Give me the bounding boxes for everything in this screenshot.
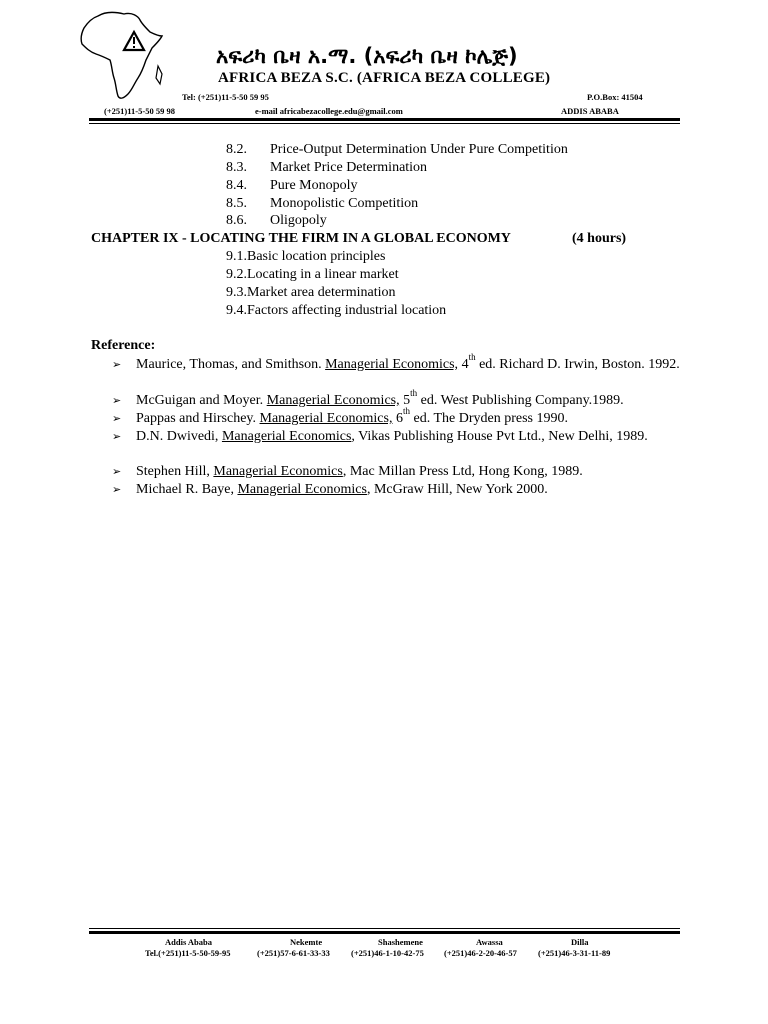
book-title: Managerial Economics, bbox=[266, 393, 400, 408]
city: ADDIS ABABA bbox=[561, 106, 619, 116]
reference-heading: Reference: bbox=[91, 338, 156, 353]
arrow-bullet-icon: ➢ bbox=[112, 465, 122, 478]
book-title: Managerial Economics, bbox=[325, 357, 459, 372]
email: e-mail africabezacollege.edu@gmail.com bbox=[255, 106, 403, 116]
footer-city: Awassa bbox=[476, 937, 503, 947]
header-rule-thick bbox=[89, 118, 680, 121]
subsection-item: 9.3.Market area determination bbox=[226, 285, 396, 300]
amharic-title: አፍሪካ ቤዛ አ.ማ. (አፍሪካ ቤዛ ኮሌጅ) bbox=[216, 44, 518, 68]
arrow-bullet-icon: ➢ bbox=[112, 394, 122, 407]
subsection-item: 9.2.Locating in a linear market bbox=[226, 267, 399, 282]
outline-num: 8.4. bbox=[226, 178, 247, 193]
footer-tel: (+251)46-2-20-46-57 bbox=[444, 948, 517, 958]
arrow-bullet-icon: ➢ bbox=[112, 412, 122, 425]
outline-text: Market Price Determination bbox=[270, 160, 428, 175]
footer-city: Dilla bbox=[571, 937, 589, 947]
footer-rule-thick bbox=[89, 931, 680, 934]
outline-num: 8.3. bbox=[226, 160, 247, 175]
outline-num: 8.5. bbox=[226, 196, 247, 211]
reference-item: ➢ D.N. Dwivedi, Managerial Economics, Vikas Publishing House Pvt Ltd., New Delhi, 1989. bbox=[112, 429, 648, 444]
footer-tel: (+251)46-3-31-11-89 bbox=[538, 948, 611, 958]
footer-tel: (+251)46-1-10-42-75 bbox=[351, 948, 424, 958]
tel-2: (+251)11-5-50 59 98 bbox=[104, 106, 175, 116]
tel-1: Tel: (+251)11-5-50 59 95 bbox=[182, 92, 269, 102]
footer-city: Nekemte bbox=[290, 937, 323, 947]
reference-item: ➢ Pappas and Hirschey. Managerial Economics, 6th ed. The Dryden press 1990. bbox=[112, 406, 568, 426]
outline-text: Price-Output Determination Under Pure Competition bbox=[270, 142, 568, 157]
book-title: Managerial Economics bbox=[237, 482, 367, 497]
header-rule-thin bbox=[89, 123, 680, 124]
chapter-hours: (4 hours) bbox=[572, 231, 627, 246]
reference-item: ➢ Michael R. Baye, Managerial Economics, McGraw Hill, New York 2000. bbox=[112, 482, 548, 497]
arrow-bullet-icon: ➢ bbox=[112, 358, 122, 371]
footer-tel: (+251)57-6-61-33-33 bbox=[257, 948, 330, 958]
reference-item: ➢ Maurice, Thomas, and Smithson. Managerial Economics, 4th ed. Richard D. Irwin, Boston. 1992. bbox=[112, 352, 680, 372]
pobox: P.O.Box: 41504 bbox=[587, 92, 643, 102]
outline-num: 8.2. bbox=[226, 142, 247, 157]
footer-city: Addis Ababa bbox=[165, 937, 213, 947]
subsection-item: 9.4.Factors affecting industrial location bbox=[226, 303, 447, 318]
reference-item: ➢ McGuigan and Moyer. Managerial Economics, 5th ed. West Publishing Company.1989. bbox=[112, 388, 624, 408]
book-title: Managerial Economics, bbox=[259, 411, 393, 426]
africa-map-logo bbox=[76, 6, 166, 106]
book-title: Managerial Economics bbox=[213, 464, 343, 479]
outline-text: Pure Monopoly bbox=[270, 178, 358, 193]
arrow-bullet-icon: ➢ bbox=[112, 430, 122, 443]
arrow-bullet-icon: ➢ bbox=[112, 483, 122, 496]
outline-text: Oligopoly bbox=[270, 213, 327, 228]
footer-tel: Tel.(+251)11-5-50-59-95 bbox=[145, 948, 231, 958]
chapter-title: CHAPTER IX - LOCATING THE FIRM IN A GLOBAL ECONOMY bbox=[91, 231, 511, 246]
outline-num: 8.6. bbox=[226, 213, 247, 228]
english-title: AFRICA BEZA S.C. (AFRICA BEZA COLLEGE) bbox=[218, 70, 551, 86]
footer-rule-thin bbox=[89, 928, 680, 929]
outline-text: Monopolistic Competition bbox=[270, 196, 419, 211]
subsection-item: 9.1.Basic location principles bbox=[226, 249, 386, 264]
footer-city: Shashemene bbox=[378, 937, 423, 947]
book-title: Managerial Economics bbox=[221, 429, 352, 444]
reference-item: ➢ Stephen Hill, Managerial Economics, Mac Millan Press Ltd, Hong Kong, 1989. bbox=[112, 464, 583, 479]
